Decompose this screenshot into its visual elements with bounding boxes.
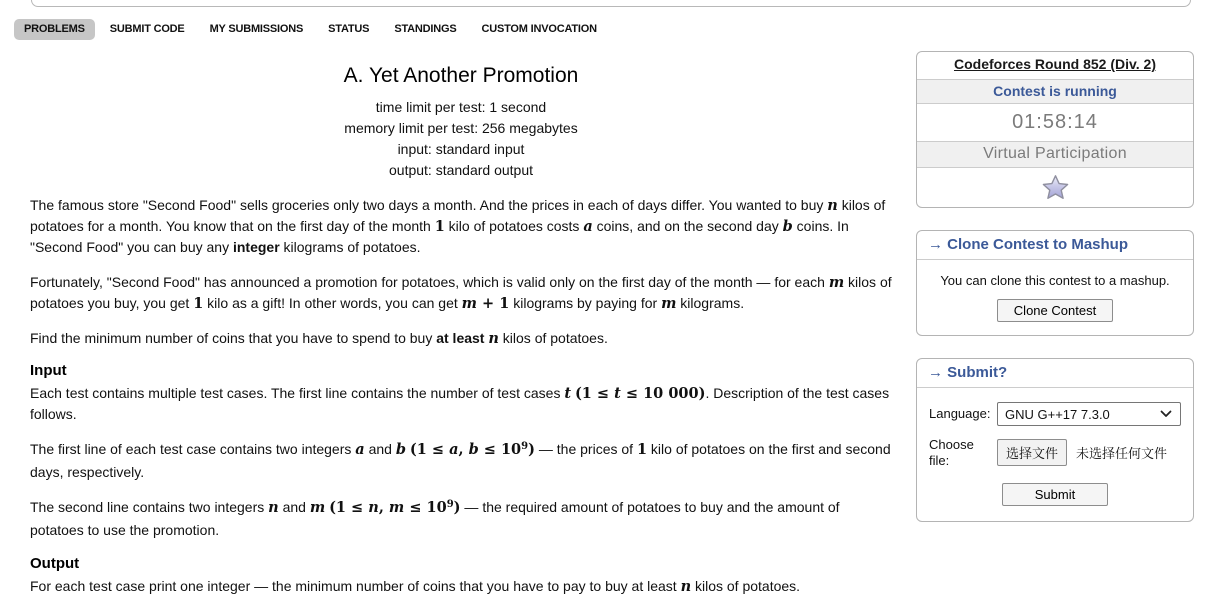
tab-status[interactable]: STATUS	[328, 23, 370, 35]
favorite-star-row	[917, 167, 1193, 207]
file-input	[997, 439, 1167, 466]
choose-file-label: Choose file:	[929, 437, 974, 468]
submit-row	[929, 483, 1181, 506]
problem-statement-panel	[30, 40, 892, 611]
sidebar	[916, 51, 1194, 544]
submit-form	[917, 388, 1193, 521]
top-box-edge	[31, 0, 1191, 7]
paragraph: For each test case print one integer — the minimum number of coins that you have to pay to buy at least n kilos of potatoes.	[30, 578, 801, 595]
contest-link[interactable]: Codeforces Round 852 (Div. 2)	[953, 56, 1156, 72]
chevron-down-icon	[1160, 410, 1172, 418]
file-status-text: 未选择任何文件	[1076, 446, 1168, 461]
problem-limits	[30, 97, 892, 181]
submit-box-caption: → Submit?	[917, 359, 1193, 388]
clone-box-text: You can clone this contest to a mashup.	[940, 273, 1170, 288]
contest-timer: 01:58:14	[917, 103, 1193, 141]
problem-title: A. Yet Another Promotion	[343, 64, 579, 87]
clone-box-body	[917, 260, 1193, 335]
contest-status: Contest is running	[917, 79, 1193, 103]
clone-contest-button[interactable]: Clone Contest	[997, 299, 1113, 322]
tab-problems[interactable]: PROBLEMS	[14, 19, 95, 40]
clone-box-caption: → Clone Contest to Mashup	[917, 231, 1193, 260]
tab-custom-invocation[interactable]: CUSTOM INVOCATION	[481, 23, 597, 35]
tab-bar	[14, 19, 1205, 40]
tab-standings[interactable]: STANDINGS	[394, 23, 457, 35]
statement-paragraphs	[30, 195, 892, 349]
paragraph: The first line of each test case contains two integers a and b (1 ≤ a, $b \le 10^9$) — the prices of 1 kilo of potatoes on the first and second days, respectively.	[30, 441, 891, 480]
input-paragraphs	[30, 383, 892, 541]
output-header: Output	[30, 555, 80, 572]
tab-my-submissions[interactable]: MY SUBMISSIONS	[209, 23, 304, 35]
input-section	[30, 362, 892, 541]
clone-contest-box	[916, 230, 1194, 336]
output-section	[30, 555, 892, 597]
participation-mode: Virtual Participation	[917, 141, 1193, 167]
language-label: Language:	[929, 406, 991, 421]
tab-submit-code[interactable]: SUBMIT CODE	[109, 23, 185, 35]
paragraph: The famous store "Second Food" sells groceries only two days a month. And the prices in each of days differ. You wanted to buy n kilos of potatoes for a month. You know that on the first day of the month 1 kilo of potatoes costs a coins, and on the second day b coins. In "Second Food" you can buy any integer kilograms of potatoes.	[30, 197, 886, 255]
language-select[interactable]	[997, 402, 1181, 426]
output-paragraphs	[30, 576, 892, 597]
paragraph: The second line contains two integers n and m (1 ≤ n, $m \le 10^9$) — the required amount of potatoes to buy and the amount of potatoes to use the promotion.	[30, 499, 840, 538]
paragraph: Each test contains multiple test cases. The first line contains the number of test cases t (1 ≤ t ≤ 10 000). Description of the test cases follows.	[30, 385, 890, 422]
submit-box	[916, 358, 1194, 522]
paragraph: Find the minimum number of coins that you have to spend to buy at least n kilos of potatoes.	[30, 330, 608, 347]
star-icon[interactable]	[1042, 174, 1069, 200]
submit-button[interactable]: Submit	[1002, 483, 1108, 506]
language-selected-value: GNU G++17 7.3.0	[1005, 406, 1110, 422]
limit-line: output: standard output	[389, 162, 533, 178]
input-header: Input	[30, 362, 67, 379]
limit-line: time limit per test: 1 second	[375, 99, 547, 115]
page-content	[0, 40, 1205, 611]
choose-file-row	[929, 437, 1181, 469]
language-row	[929, 402, 1181, 426]
paragraph: Fortunately, "Second Food" has announced a promotion for potatoes, which is valid only on the first day of the month — for each m kilos of potatoes you buy, you get 1 kilo as a gift! In other words, you can get m + 1 kilograms by paying for m kilograms.	[30, 274, 892, 312]
file-browse-button[interactable]: 选择文件	[997, 439, 1067, 466]
limit-line: memory limit per test: 256 megabytes	[344, 120, 578, 136]
limit-line: input: standard input	[397, 141, 525, 157]
contest-info-box	[916, 51, 1194, 208]
contest-title-row	[917, 52, 1193, 79]
